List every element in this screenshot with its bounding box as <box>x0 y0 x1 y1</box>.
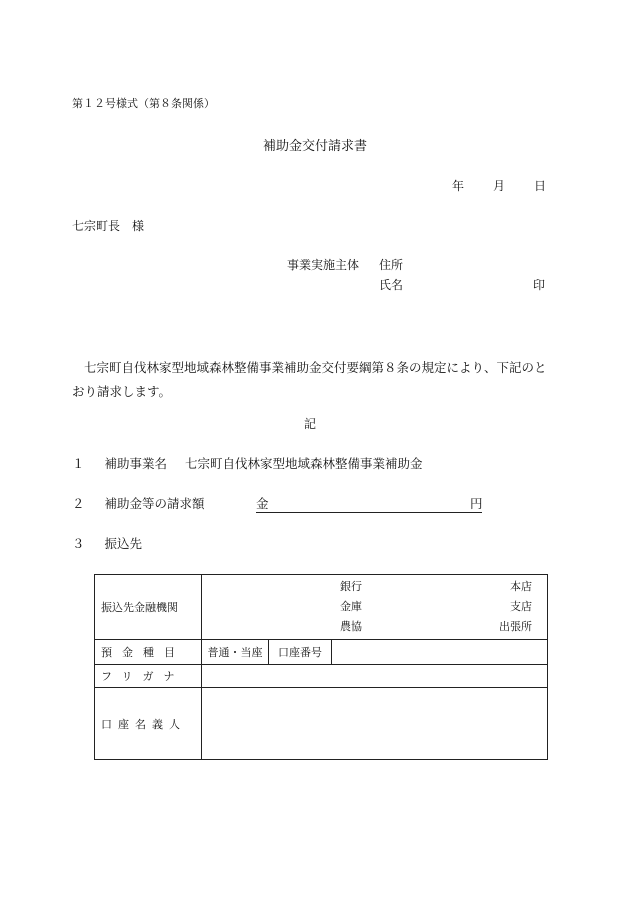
applicant-entity-label: 事業実施主体 <box>287 258 360 272</box>
account-number-label-cell <box>269 640 332 665</box>
request-statement <box>72 356 550 404</box>
item-1-number: １ <box>72 456 85 471</box>
amount-yen: 円 <box>470 496 483 511</box>
institution-cell[interactable] <box>202 575 548 640</box>
branch-label: 支店 <box>510 600 532 613</box>
shinkin-label: 金庫 <box>340 600 362 613</box>
item-3 <box>72 538 142 551</box>
head-office-label: 本店 <box>510 580 532 593</box>
seal-mark: 印 <box>533 278 546 292</box>
bank-transfer-table <box>94 574 548 760</box>
item-2-label: 補助金等の請求額 <box>104 496 205 511</box>
item-3-label: 振込先 <box>104 536 142 551</box>
account-number-label: 口座番号 <box>278 646 322 659</box>
item-1-value: 七宗町自伐林家型地域森林整備事業補助金 <box>184 456 423 471</box>
account-type-value: 普通・当座 <box>207 646 263 659</box>
addressee: 七宗町長 様 <box>72 219 145 233</box>
amount-kin: 金 <box>256 496 269 511</box>
account-type-cell[interactable] <box>202 640 269 665</box>
applicant-name-label: 氏名 <box>379 278 404 292</box>
item-1-label: 補助事業名 <box>104 456 167 471</box>
holder-label-cell <box>95 688 202 760</box>
item-3-number: ３ <box>72 536 85 551</box>
account-type-label-cell <box>95 640 202 665</box>
account-number-cell[interactable] <box>332 640 548 665</box>
furigana-label: フリガナ <box>101 670 185 683</box>
amount-underline <box>256 512 482 513</box>
bank-label: 銀行 <box>340 580 362 593</box>
account-type-label: 預金種目 <box>101 646 185 659</box>
item-2 <box>72 498 205 511</box>
item-2-number: ２ <box>72 496 85 511</box>
date-month: 月 <box>493 179 506 193</box>
holder-cell[interactable] <box>202 688 548 760</box>
item-1 <box>72 458 422 471</box>
institution-label: 振込先金融機関 <box>101 601 178 614</box>
document-title: 補助金交付請求書 <box>262 139 367 154</box>
sub-branch-label: 出張所 <box>499 620 532 633</box>
furigana-label-cell <box>95 665 202 688</box>
date-day: 日 <box>534 179 547 193</box>
nokyo-label: 農協 <box>340 620 362 633</box>
request-statement-text: 七宗町自伐林家型地域森林整備事業補助金交付要綱第８条の規定により、下記のとおり請求します。 <box>72 360 547 399</box>
applicant-address-label: 住所 <box>379 258 404 272</box>
ki-heading: 記 <box>303 417 316 431</box>
form-number: 第１２号様式（第８条関係） <box>72 97 215 110</box>
institution-label-cell <box>95 575 202 640</box>
holder-label: 口座名義人 <box>101 717 186 731</box>
furigana-cell[interactable] <box>202 665 548 688</box>
date-year: 年 <box>452 179 465 193</box>
